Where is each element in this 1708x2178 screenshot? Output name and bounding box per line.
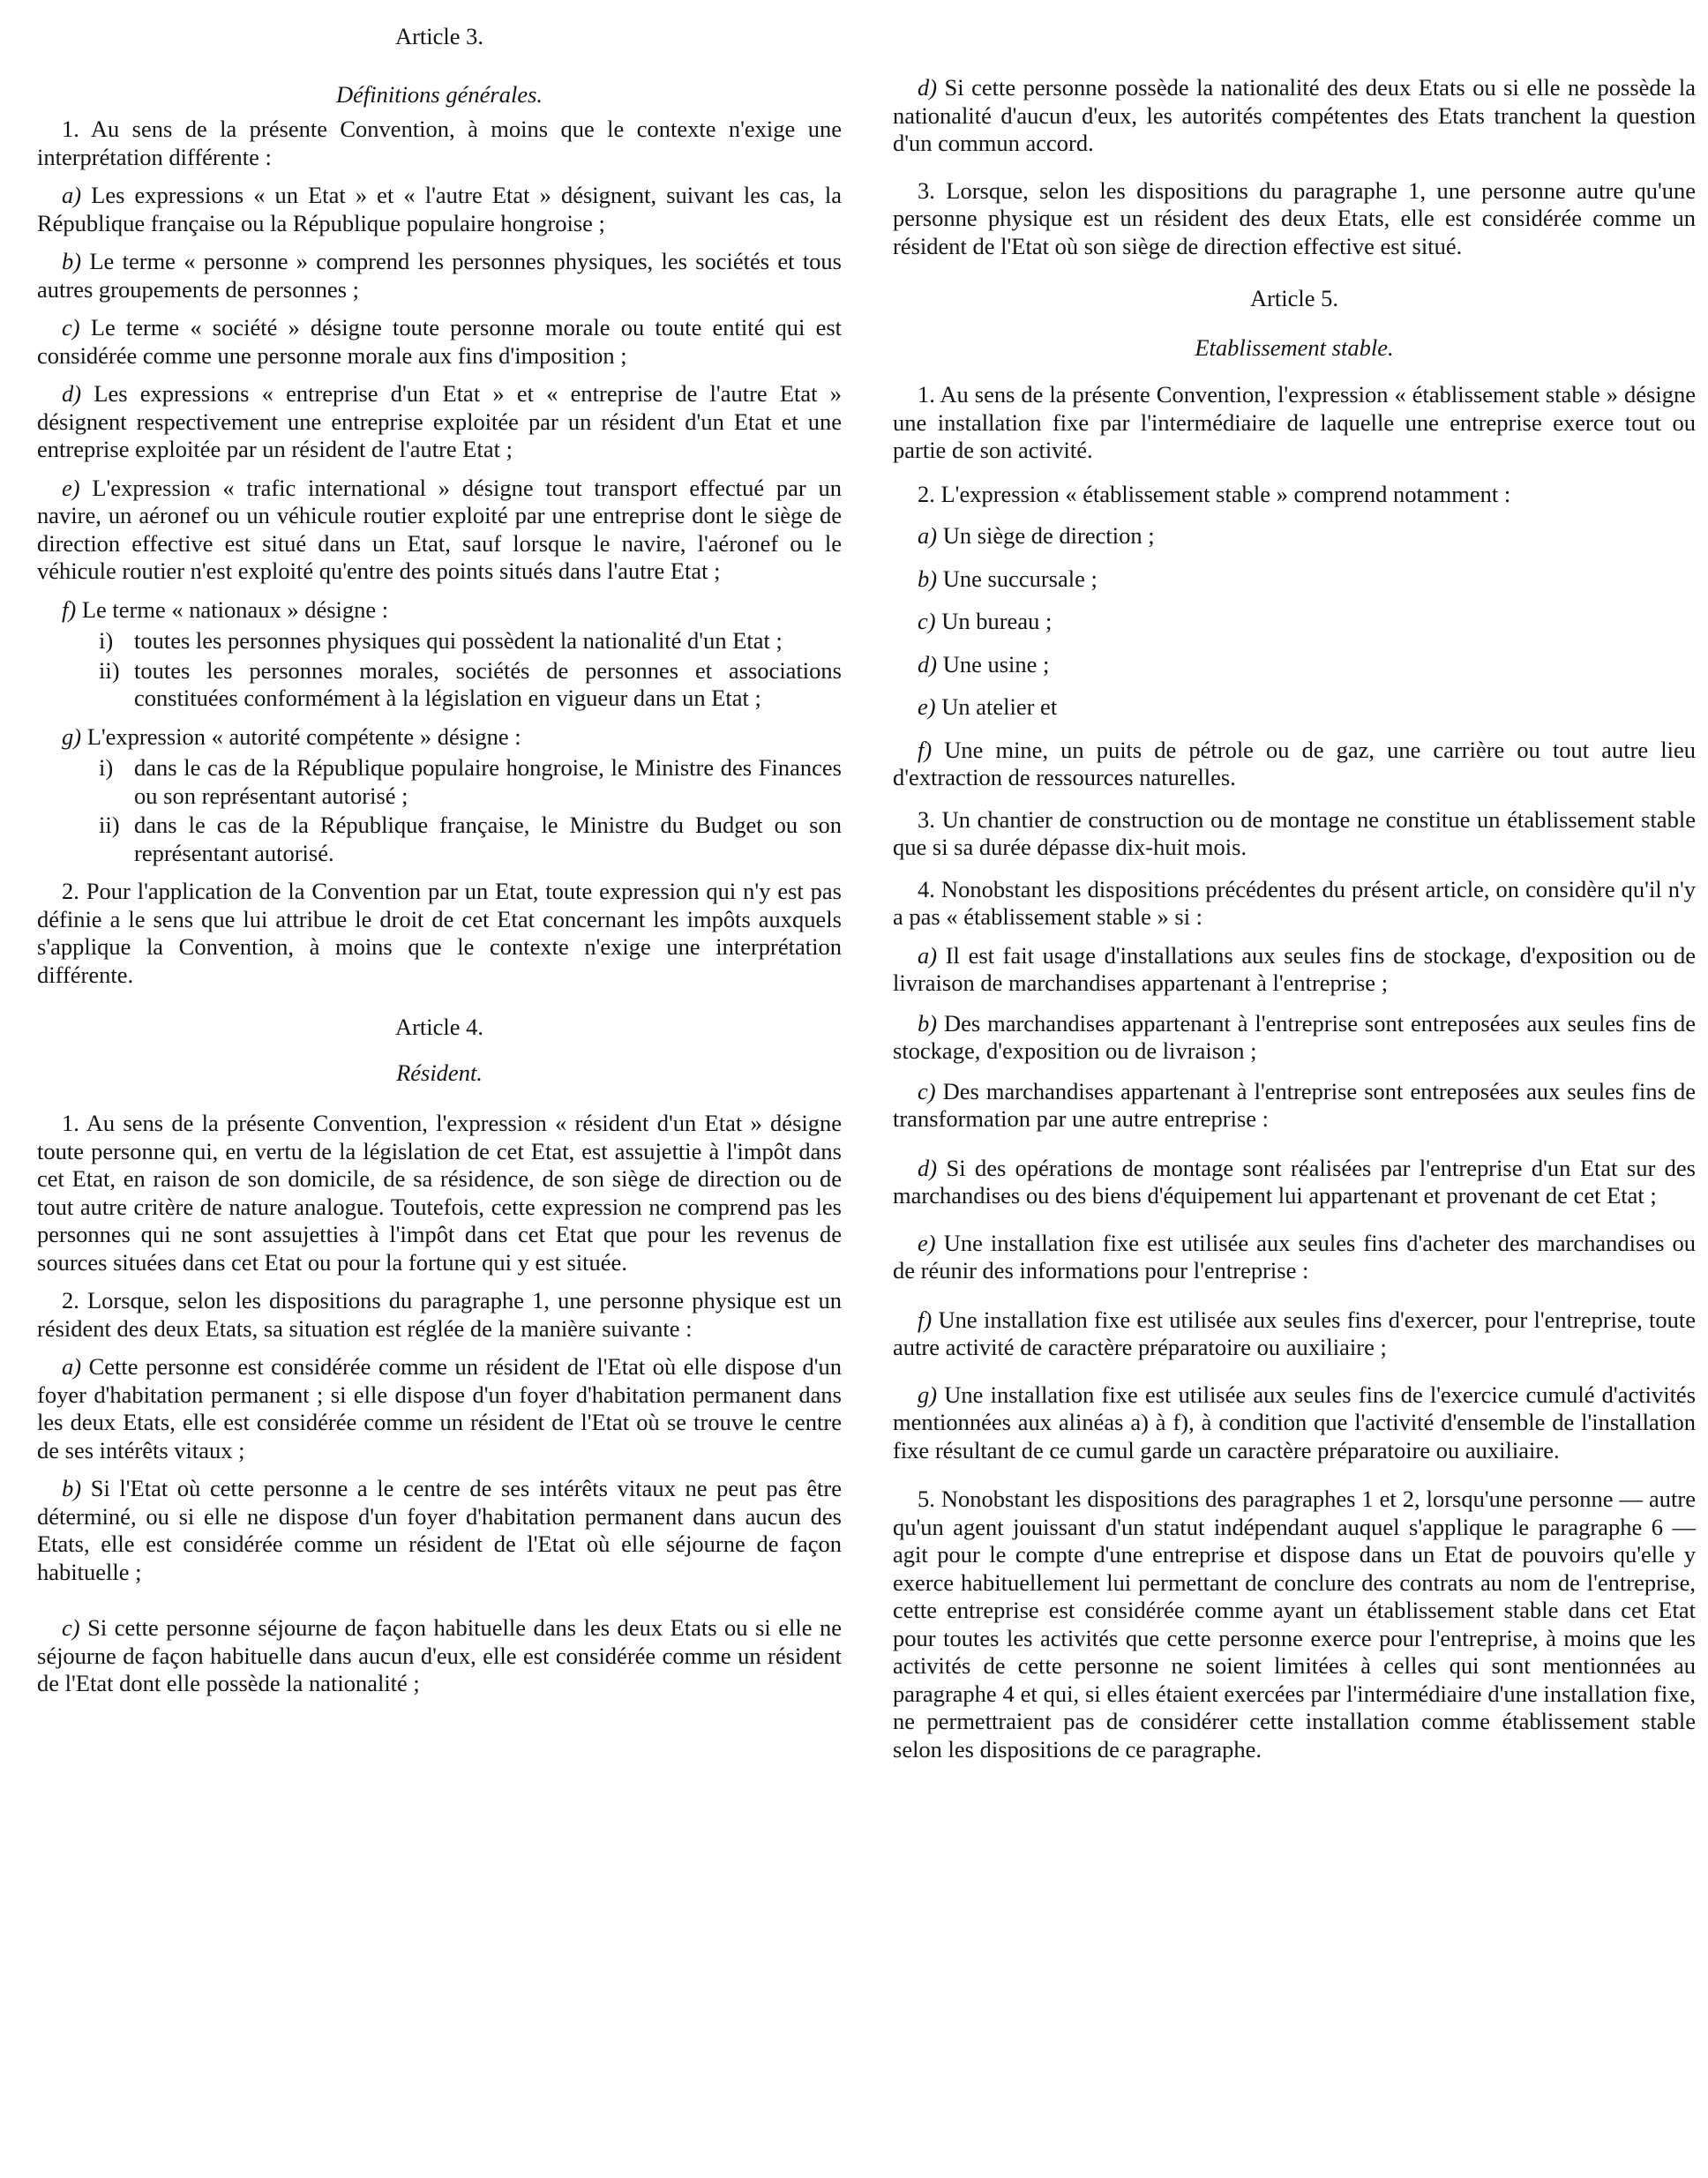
article-3-heading: Article 3. bbox=[394, 23, 484, 49]
item-label: a) bbox=[62, 182, 82, 208]
item-text: Le terme « nationaux » désigne : bbox=[81, 595, 389, 623]
sub-item-text: dans le cas de la République française, le Ministre du Budget ou son représentant autorisé. bbox=[134, 812, 842, 866]
item-label: b) bbox=[918, 1009, 938, 1037]
art5-item-4b bbox=[893, 1010, 1696, 1066]
item-text: Une mine, un puits de pétrole ou de gaz, une carrière ou tout autre lieu d'extraction de ressources naturelles. bbox=[893, 736, 1696, 790]
item-text: Si cette personne séjourne de façon habituelle dans les deux Etats ou si elle ne séjourne de façon habituelle dans aucun d'eux, elle est considérée comme un résident de l'Etat dont elle possède la nationalité ; bbox=[37, 1614, 843, 1696]
item-label: c) bbox=[918, 608, 936, 634]
item-text: Une installation fixe est utilisée aux seules fins d'acheter des marchandises ou de réunir des informations pour l'entreprise : bbox=[893, 1229, 1697, 1284]
sub-item-number: ii) bbox=[99, 812, 120, 838]
item-text: L'expression « autorité compétente » désigne : bbox=[86, 722, 521, 750]
item-text: Un siège de direction ; bbox=[942, 522, 1155, 549]
article-4-heading: Article 4. bbox=[394, 1014, 484, 1040]
art5-item-2d bbox=[893, 651, 1696, 679]
right-column bbox=[893, 0, 1696, 1774]
item-label: e) bbox=[918, 1229, 936, 1256]
art5-item-2f bbox=[893, 737, 1696, 792]
art4-paragraph-2: 2. Lorsque, selon les dispositions du paragraphe 1, une personne physique est un résident des deux Etats, sa situation est réglée de la manière suivante : bbox=[37, 1287, 842, 1342]
sub-item-number: i) bbox=[99, 754, 114, 781]
item-label: b) bbox=[62, 248, 82, 274]
sub-item-text: toutes les personnes physiques qui possèdent la nationalité d'un Etat ; bbox=[134, 627, 783, 654]
item-text: Une usine ; bbox=[942, 650, 1050, 677]
item-text: Une succursale ; bbox=[942, 565, 1097, 592]
art5-item-4a bbox=[893, 942, 1696, 998]
art5-item-4c bbox=[893, 1078, 1696, 1134]
item-label: b) bbox=[62, 1475, 82, 1501]
item-text: Une installation fixe est utilisée aux seules fins de l'exercice cumulé d'activités mentionnées aux alinéas a) à f), à condition que l'activité d'ensemble de l'installation fixe résultant de ce cumul garde un caractère préparatoire ou auxiliaire. bbox=[893, 1381, 1697, 1463]
item-text: Il est fait usage d'installations aux seules fins de stockage, d'exposition ou de livraison de marchandises appartenant à l'entreprise ; bbox=[893, 941, 1696, 996]
item-label: b) bbox=[918, 565, 938, 592]
item-label: d) bbox=[918, 1154, 938, 1181]
item-label: a) bbox=[62, 1353, 82, 1380]
art3-item-b bbox=[37, 248, 842, 303]
item-label: a) bbox=[918, 941, 938, 969]
art3-item-f bbox=[37, 596, 842, 625]
art3-item-f-ii bbox=[37, 657, 842, 713]
item-label: e) bbox=[62, 474, 80, 501]
art5-item-2c bbox=[893, 608, 1696, 636]
item-text: Les expressions « entreprise d'un Etat » et « entreprise de l'autre Etat » désignent respectivement une entreprise exploitée par un résident d'un Etat et une entreprise exploitée par un résident de l'autre Etat ; bbox=[37, 380, 843, 462]
article-5-subtitle: Etablissement stable. bbox=[1195, 333, 1394, 361]
art4-paragraph-3: 3. Lorsque, selon les dispositions du paragraphe 1, une personne autre qu'une personne physique est un résident des deux Etats, elle est considérée comme un résident de l'Etat où son siège de direction effective est situé. bbox=[893, 176, 1696, 259]
item-label: f) bbox=[62, 595, 77, 623]
item-label: d) bbox=[62, 380, 82, 407]
item-label: c) bbox=[918, 1077, 936, 1104]
article-4-subtitle: Résident. bbox=[396, 1059, 483, 1086]
art4-item-a bbox=[37, 1353, 842, 1464]
art5-item-2e bbox=[893, 693, 1696, 722]
art3-item-d bbox=[37, 380, 842, 464]
item-label: g) bbox=[62, 722, 82, 750]
sub-item-number: i) bbox=[99, 627, 114, 654]
art3-item-g-ii bbox=[37, 812, 842, 867]
item-label: f) bbox=[918, 736, 933, 763]
art5-paragraph-5: 5. Nonobstant les dispositions des paragraphes 1 et 2, lorsqu'une personne — autre qu'un agent jouissant d'un statut indépendant auquel s'applique le paragraphe 6 — agit pour le compte d'une entreprise et dispose dans un Etat de pouvoirs qu'elle y exerce habituellement lui permettant de conclure des contrats au nom de l'entreprise, cette entreprise est considérée comme ayant un établissement stable dans cet Etat pour toutes les activités que cette personne exerce pour l'entreprise, à moins que les activités de cette personne ne soient limitées à celles qui sont mentionnées au paragraphe 4 et qui, si elles étaient exercées par l'intermédiaire d'une installation fixe, ne permettraient pas de considérer cette installation comme établissement stable selon les dispositions de ce paragraphe. bbox=[893, 1486, 1696, 1763]
art3-paragraph-2: 2. Pour l'application de la Convention par un Etat, toute expression qui n'y est pas définie a le sens que lui attribue le droit de cet Etat concernant les impôts auxquels s'applique la Convention, à moins que le contexte n'exige une interprétation différente. bbox=[37, 878, 842, 988]
art3-item-f-i bbox=[37, 627, 842, 655]
item-text: Des marchandises appartenant à l'entreprise sont entreposées aux seules fins de transformation par une autre entreprise : bbox=[893, 1077, 1697, 1132]
art5-paragraph-1: 1. Au sens de la présente Convention, l'expression « établissement stable » désigne une installation fixe par l'intermédiaire de laquelle une entreprise exerce tout ou partie de son activité. bbox=[893, 381, 1696, 463]
item-text: L'expression « trafic international » désigne tout transport effectué par un navire, un aéronef ou un véhicule routier exploité par une entreprise dont le siège de direction effective est situé dans un Etat, sauf lorsque le navire, l'aéronef ou le véhicule routier n'est exploité qu'entre des points situés dans l'autre Etat ; bbox=[37, 474, 842, 584]
item-label: f) bbox=[918, 1306, 933, 1333]
article-5-heading: Article 5. bbox=[1249, 285, 1339, 311]
art5-item-4d bbox=[893, 1155, 1696, 1210]
art5-item-4e bbox=[893, 1230, 1696, 1285]
item-text: Un atelier et bbox=[941, 693, 1058, 720]
item-text: Cette personne est considérée comme un résident de l'Etat où elle dispose d'un foyer d'habitation permanent ; si elle dispose d'un foyer d'habitation permanent dans les deux Etats, elle est considérée comme un résident de l'Etat où se trouve le centre de ses intérêts vitaux ; bbox=[37, 1353, 842, 1463]
item-text: Les expressions « un Etat » et « l'autre Etat » désignent, suivant les cas, la République française ou la République populaire hongroise ; bbox=[37, 182, 842, 236]
art3-paragraph-1: 1. Au sens de la présente Convention, à moins que le contexte n'exige une interprétation différente : bbox=[37, 116, 842, 170]
item-text: Si l'Etat où cette personne a le centre de ses intérêts vitaux ne peut pas être déterminé, ou si elle ne dispose d'un foyer d'habitation permanent dans aucun des Etats, elle est considérée comme un résident de l'Etat où elle séjourne de façon habituelle ; bbox=[37, 1475, 842, 1585]
article-3-subtitle: Définitions générales. bbox=[335, 80, 543, 108]
art3-item-g-i bbox=[37, 754, 842, 810]
item-text: Si cette personne possède la nationalité des deux Etats ou si elle ne possède la nationalité d'aucun d'eux, les autorités compétentes des Etats tranchent la question d'un commun accord. bbox=[893, 74, 1696, 156]
left-column bbox=[37, 0, 842, 1709]
art5-item-4g bbox=[893, 1381, 1696, 1465]
item-label: c) bbox=[62, 314, 80, 341]
sub-item-text: toutes les personnes morales, sociétés de personnes et associations constituées conformément à la législation en vigueur dans un Etat ; bbox=[134, 656, 842, 711]
art5-item-2b bbox=[893, 565, 1696, 594]
art4-paragraph-1: 1. Au sens de la présente Convention, l'expression « résident d'un Etat » désigne toute personne qui, en vertu de la législation de cet Etat, est assujettie à l'impôt dans cet Etat, en raison de son domicile, de sa résidence, de son siège de direction ou de tout autre critère de nature analogue. Toutefois, cette expression ne comprend pas les personnes qui ne sont assujetties à l'impôt dans cet Etat que pour les revenus de sources situées dans cet Etat ou pour la fortune qui y est située. bbox=[37, 1110, 842, 1276]
item-text: Le terme « société » désigne toute personne morale ou toute entité qui est considérée comme une personne morale aux fins d'imposition ; bbox=[37, 314, 843, 369]
item-text: Un bureau ; bbox=[941, 608, 1053, 634]
sub-item-text: dans le cas de la République populaire hongroise, le Ministre des Finances ou son représentant autorisé ; bbox=[134, 754, 842, 809]
art3-item-g bbox=[37, 723, 842, 752]
item-label: a) bbox=[918, 522, 938, 549]
art3-item-c bbox=[37, 314, 842, 370]
item-label: c) bbox=[62, 1614, 80, 1641]
art5-item-2a bbox=[893, 522, 1696, 550]
art5-paragraph-4: 4. Nonobstant les dispositions précédentes du présent article, on considère qu'il n'y a pas « établissement stable » si : bbox=[893, 875, 1696, 930]
item-label: e) bbox=[918, 693, 936, 720]
art5-paragraph-3: 3. Un chantier de construction ou de montage ne constitue un établissement stable que si sa durée dépasse dix-huit mois. bbox=[893, 805, 1696, 860]
sub-item-number: ii) bbox=[99, 656, 120, 684]
art4-item-b bbox=[37, 1475, 842, 1586]
item-text: Le terme « personne » comprend les personnes physiques, les sociétés et tous autres groupements de personnes ; bbox=[37, 248, 842, 303]
item-text: Une installation fixe est utilisée aux seules fins d'exercer, pour l'entreprise, toute autre activité de caractère préparatoire ou auxiliaire ; bbox=[893, 1306, 1697, 1360]
item-label: d) bbox=[918, 650, 938, 677]
item-label: d) bbox=[918, 74, 938, 101]
art5-item-4f bbox=[893, 1306, 1696, 1362]
art4-item-d bbox=[893, 74, 1696, 158]
art3-item-e bbox=[37, 475, 842, 586]
art4-item-c bbox=[37, 1614, 842, 1698]
item-text: Si des opérations de montage sont réalisées par l'entreprise d'un Etat sur des marchandises ou des biens d'équipement lui appartenant et provenant de cet Etat ; bbox=[893, 1154, 1696, 1209]
art3-item-a bbox=[37, 182, 842, 237]
art5-paragraph-2: 2. L'expression « établissement stable » comprend notamment : bbox=[918, 480, 1511, 507]
item-label: g) bbox=[918, 1381, 938, 1408]
item-text: Des marchandises appartenant à l'entreprise sont entreposées aux seules fins de stockage, d'exposition ou de livraison ; bbox=[893, 1009, 1696, 1064]
